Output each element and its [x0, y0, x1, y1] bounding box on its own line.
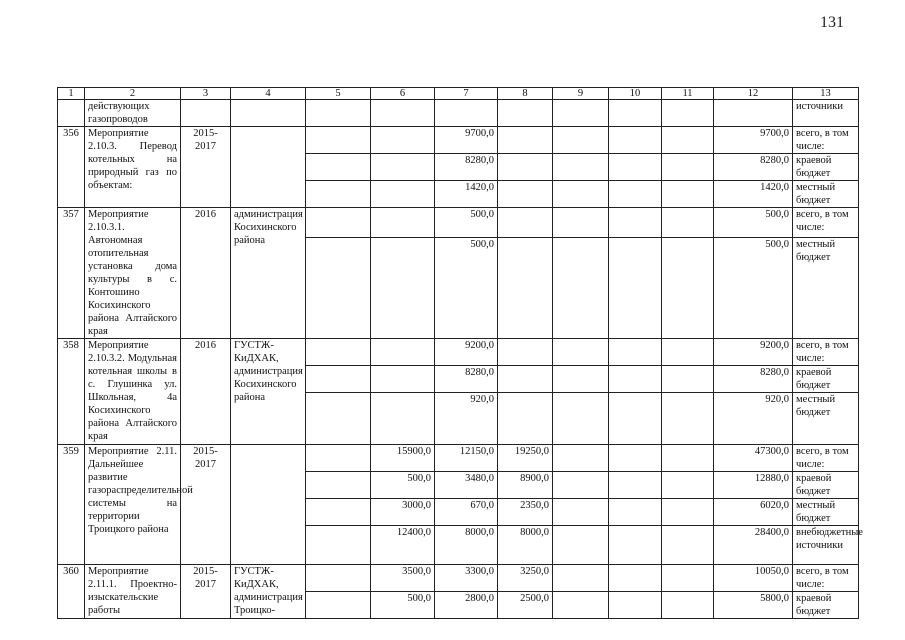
cell-col7: 670,0 [435, 499, 498, 526]
years: 2015-2017 [181, 565, 231, 619]
cell-col7: 3300,0 [435, 565, 498, 592]
funding-source: всего, в том числе: [793, 565, 859, 592]
cell-col12: 1420,0 [714, 181, 793, 208]
funding-source: внебюджетные источники [793, 526, 859, 565]
column-header: 12 [714, 88, 793, 100]
cell-col12: 47300,0 [714, 445, 793, 472]
cell-col12: 8280,0 [714, 366, 793, 393]
cell-col12: 500,0 [714, 237, 793, 338]
column-header: 8 [498, 88, 553, 100]
cell-col12: 8280,0 [714, 154, 793, 181]
cell-col7: 8280,0 [435, 154, 498, 181]
funding-source: местный бюджет [793, 499, 859, 526]
cell-col7: 920,0 [435, 393, 498, 445]
column-header: 6 [371, 88, 435, 100]
cell-col12: 500,0 [714, 208, 793, 238]
cell-col12: 920,0 [714, 393, 793, 445]
years: 2015-2017 [181, 445, 231, 565]
table-row [58, 100, 859, 127]
funding-source: местный бюджет [793, 393, 859, 445]
table-row [58, 127, 859, 154]
row-number: 360 [58, 565, 85, 619]
column-header: 13 [793, 88, 859, 100]
funding-source: краевой бюджет [793, 472, 859, 499]
table-row [58, 565, 859, 592]
row-number: 356 [58, 127, 85, 208]
executor: ГУСТЖ-КиДХАК, администрация Троицко- [231, 565, 306, 619]
row-number: 358 [58, 339, 85, 445]
cell-col7: 500,0 [435, 208, 498, 238]
funding-source: краевой бюджет [793, 592, 859, 619]
funding-source: всего, в том числе: [793, 445, 859, 472]
funding-source: местный бюджет [793, 237, 859, 338]
cell-col7: 3480,0 [435, 472, 498, 499]
cell-col6: 500,0 [371, 472, 435, 499]
cell-col7: 500,0 [435, 237, 498, 338]
activity-name: Мероприятие 2.10.3.2. Модульная котельная школы в с. Глушинка ул. Школьная, 4а Косихинского района Алтайского края [85, 339, 181, 445]
cell-col12: 6020,0 [714, 499, 793, 526]
table-row [58, 445, 859, 472]
table-row [58, 339, 859, 366]
cell-col7: 9200,0 [435, 339, 498, 366]
cell-col8: 19250,0 [498, 445, 553, 472]
cell-col12: 9700,0 [714, 127, 793, 154]
cell-col12: 28400,0 [714, 526, 793, 565]
years: 2015-2017 [181, 127, 231, 208]
executor: ГУСТЖ-КиДХАК, администрация Косихинского района [231, 339, 306, 445]
column-header: 9 [553, 88, 609, 100]
executor: администрация Косихинского района [231, 208, 306, 339]
cell-col7: 1420,0 [435, 181, 498, 208]
funding-source: краевой бюджет [793, 154, 859, 181]
row-number: 357 [58, 208, 85, 339]
column-header-row [58, 88, 859, 100]
cell-col7: 8280,0 [435, 366, 498, 393]
funding-source: источники [793, 100, 859, 127]
funding-source: местный бюджет [793, 181, 859, 208]
funding-source: всего, в том числе: [793, 208, 859, 238]
cell-col8: 2500,0 [498, 592, 553, 619]
cell-col12: 5800,0 [714, 592, 793, 619]
cell-col7: 12150,0 [435, 445, 498, 472]
activity-name: действующих газопроводов [85, 100, 181, 127]
column-header: 11 [662, 88, 714, 100]
cell-col12: 10050,0 [714, 565, 793, 592]
cell-col6: 3500,0 [371, 565, 435, 592]
funding-source: краевой бюджет [793, 366, 859, 393]
cell-col6: 500,0 [371, 592, 435, 619]
years: 2016 [181, 339, 231, 445]
cell-col6: 3000,0 [371, 499, 435, 526]
funding-source: всего, в том числе: [793, 127, 859, 154]
cell-col12: 9200,0 [714, 339, 793, 366]
activity-name: Мероприятие 2.11. Дальнейшее развитие газораспределительной системы на территории Троицкого района [85, 445, 181, 565]
cell-col7: 2800,0 [435, 592, 498, 619]
column-header: 7 [435, 88, 498, 100]
cell-col8: 3250,0 [498, 565, 553, 592]
cell-col6: 12400,0 [371, 526, 435, 565]
cell-col6: 15900,0 [371, 445, 435, 472]
activity-name: Мероприятие 2.11.1. Проектно-изыскательские работы [85, 565, 181, 619]
cell-col8: 8900,0 [498, 472, 553, 499]
page-number: 131 [820, 14, 844, 31]
column-header: 2 [85, 88, 181, 100]
years: 2016 [181, 208, 231, 339]
activity-name: Мероприятие 2.10.3. Перевод котельных на природный газ по объектам: [85, 127, 181, 208]
column-header: 3 [181, 88, 231, 100]
cell-col8: 8000,0 [498, 526, 553, 565]
column-header: 4 [231, 88, 306, 100]
funding-source: всего, в том числе: [793, 339, 859, 366]
table-row [58, 208, 859, 238]
column-header: 5 [306, 88, 371, 100]
cell-col12: 12880,0 [714, 472, 793, 499]
column-header: 1 [58, 88, 85, 100]
column-header: 10 [609, 88, 662, 100]
row-number: 359 [58, 445, 85, 565]
cell-col7: 9700,0 [435, 127, 498, 154]
activity-name: Мероприятие 2.10.3.1. Автономная отопительная установка дома культуры в с. Контошино Косихинского района Алтайского края [85, 208, 181, 339]
cell-col8: 2350,0 [498, 499, 553, 526]
cell-col7: 8000,0 [435, 526, 498, 565]
budget-table [57, 87, 863, 619]
